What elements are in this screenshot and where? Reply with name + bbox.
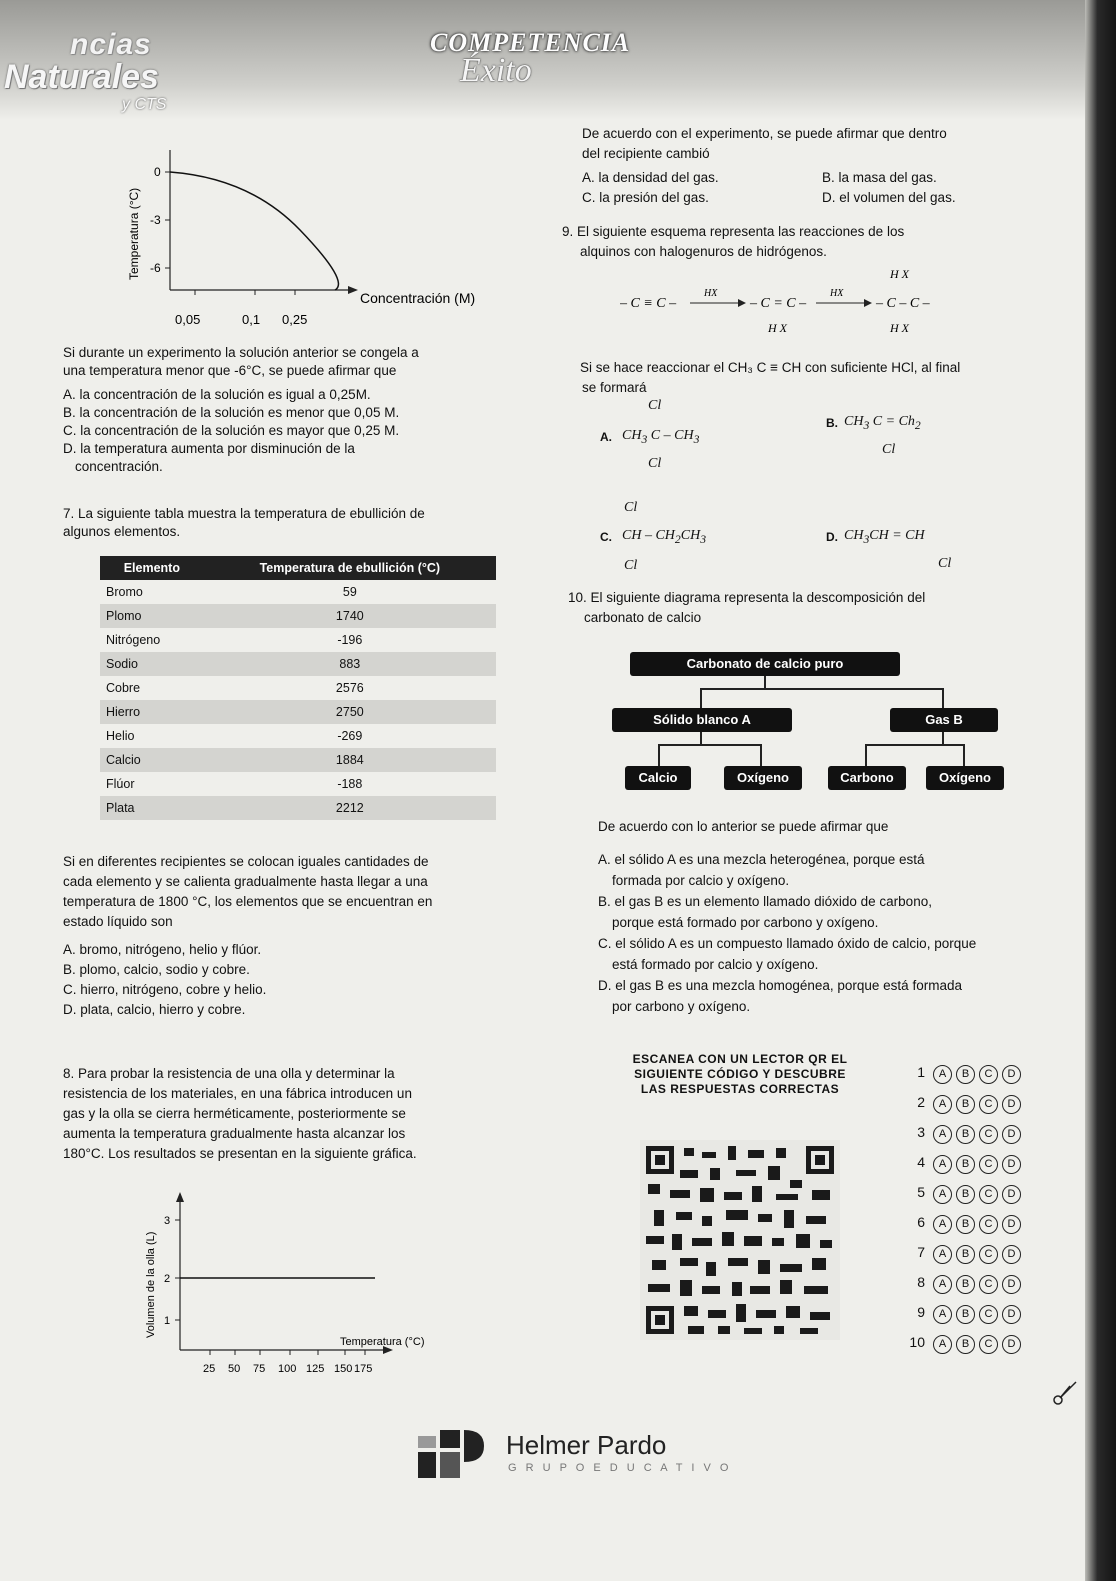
q9-question-line: se formará [582,380,647,395]
answer-number: 9 [917,1304,925,1320]
formula-bottom: Cl [624,558,638,573]
answer-bubble[interactable]: D [1002,1185,1021,1204]
q9-option-c [600,488,740,580]
answer-bubble[interactable]: B [956,1185,975,1204]
alkene-structure: – C = C – [750,296,807,311]
element-cell: Nitrógeno [106,633,161,647]
element-cell: Hierro [100,700,204,724]
question-9 [562,222,1062,262]
table-row [100,796,496,820]
answer-bubble[interactable]: A [933,1155,952,1174]
table-header: Temperatura de ebullición (°C) [204,556,496,580]
q9-question-line: Si se hace reaccionar el CH₃ C ≡ CH con suficiente HCl, al final [580,360,961,375]
answer-bubble[interactable]: D [1002,1215,1021,1234]
q7-paragraph: temperatura de 1800 °C, los elementos que se encuentran en [63,894,433,909]
q8-option-d: D. el volumen del gas. [822,190,956,205]
formula-top: Cl [624,500,638,515]
q10-options [598,816,1068,1017]
answer-bubble[interactable]: D [1002,1335,1021,1354]
x-tick-labels [203,1350,372,1375]
connector [700,732,702,744]
x-tick-label: 75 [253,1363,266,1375]
y-tick-label: 0 [154,165,161,179]
answer-number: 8 [917,1274,925,1290]
qr-code[interactable] [640,1140,840,1340]
y-axis-arrow [176,1192,184,1202]
q10-option-c: C. el sólido A es un compuesto llamado óxido de calcio, porque [598,936,977,951]
qr-line: SIGUIENTE CÓDIGO Y DESCUBRE [634,1067,846,1081]
table-row [100,676,496,700]
option-label: A. [600,430,612,444]
temperature-cell: 2212 [204,796,496,820]
x-tick-label: 125 [306,1363,325,1375]
q6-stem: una temperatura menor que -6°C, se puede afirmar que [63,363,397,378]
q10-lead: De acuerdo con lo anterior se puede afirmar que [598,819,889,834]
answer-bubble[interactable]: C [979,1125,998,1144]
x-tick-label: 0,25 [282,312,308,327]
answer-bubble[interactable]: D [1002,1275,1021,1294]
q6-option-d: D. la temperatura aumenta por disminución de la [63,441,355,456]
answer-row [905,1334,1021,1362]
reaction-arrow-head [738,299,746,307]
option-label: B. [826,416,838,430]
answer-bubble[interactable]: A [933,1275,952,1294]
alkane-structure: – C – C – [876,296,930,311]
y-tick-label: -3 [150,213,161,227]
q10-option-a-cont: formada por calcio y oxígeno. [612,873,790,888]
q8-option-b: B. la masa del gas. [822,170,937,185]
q8-stem: del recipiente cambió [582,146,710,161]
x-tick-label: 0,05 [175,312,201,327]
alkene-substituents: H X [768,321,787,335]
answer-bubble[interactable]: D [1002,1125,1021,1144]
question-7-stem [63,505,543,541]
table-row [100,700,496,724]
answer-bubble[interactable]: A [933,1095,952,1114]
q8-options-row [582,188,1062,208]
temperature-cell: -269 [337,729,363,743]
element-cell: Plomo [100,604,204,628]
temperature-cell: 1884 [204,748,496,772]
answer-bubble[interactable]: C [979,1215,998,1234]
answer-bubble[interactable]: C [979,1095,998,1114]
answer-bubble[interactable]: A [933,1305,952,1324]
q9-stem: alquinos con halogenuros de hidrógenos. [580,244,827,259]
answer-bubble[interactable]: B [956,1155,975,1174]
x-axis-label: Concentración (M) [360,290,476,306]
q6-option-d-cont: concentración. [75,459,163,474]
q8-stem: gas y la olla se cierra herméticamente, posteriormente se [63,1106,406,1121]
alkyne-reaction-scheme [620,262,980,342]
answer-bubble[interactable]: C [979,1155,998,1174]
node-carbonato: Carbonato de calcio puro [630,652,900,676]
volume-temperature-graph [140,1190,440,1390]
q7-paragraph: estado líquido son [63,914,173,929]
connector [942,732,944,744]
q9-question [580,358,1070,398]
answer-row [905,1274,1021,1302]
formula-bottom: Cl [938,556,952,571]
x-tick-label: 175 [354,1363,373,1375]
x-tick-label: 150 [334,1363,353,1375]
connector [942,688,944,708]
answer-number: 2 [917,1094,925,1110]
answer-bubble[interactable]: D [1002,1245,1021,1264]
option-label: C. [600,530,612,544]
connector [700,688,702,708]
x-axis-arrow [348,286,358,294]
node-oxigeno-1: Oxígeno [724,766,802,790]
connector [700,688,944,690]
answer-bubble[interactable]: B [956,1065,975,1084]
table-row [100,652,496,676]
table-row [100,580,496,604]
brand-line-3: y CTS [122,96,167,113]
q8-stem: 8. Para probar la resistencia de una olla y determinar la [63,1066,395,1081]
q8-stem: aumenta la temperatura gradualmente hasta alcanzar los [63,1126,406,1141]
y-tick-label: 1 [164,1315,171,1327]
y-axis-label: Volumen de la olla (L) [145,1231,157,1338]
formula-bottom: Cl [648,456,662,471]
answer-row [905,1064,1021,1092]
element-cell: Helio [106,729,135,743]
q7-stem: algunos elementos. [63,524,181,539]
q7-option-d: D. plata, calcio, hierro y cobre. [63,1002,246,1017]
answer-row [905,1094,1021,1122]
temperature-cell: -196 [337,633,363,647]
q6-option-c: C. la concentración de la solución es mayor que 0,25 M. [63,423,400,438]
answer-row [905,1154,1021,1182]
q10-option-a: A. el sólido A es una mezcla heterogénea, porque está [598,852,925,867]
q8-options-row [582,168,1062,188]
scissors-icon [1050,1378,1080,1408]
formula-main: $CH_3$ C – $CH_3$ [622,428,700,446]
q7-paragraph: cada elemento y se calienta gradualmente hasta llegar a una [63,874,428,889]
connector [764,676,766,688]
question-10 [568,588,1068,628]
temperature-cell: 2750 [204,700,496,724]
answer-bubble[interactable]: B [956,1335,975,1354]
formula-main: CH – $CH_2CH_3$ [622,528,707,546]
node-solido-a: Sólido blanco A [612,708,792,732]
answer-bubble[interactable]: B [956,1215,975,1234]
answer-number: 3 [917,1124,925,1140]
table-header-row [100,556,496,580]
footer-subtitle: G R U P O E D U C A T I V O [508,1462,732,1474]
temperature-cell: 1740 [204,604,496,628]
answer-row [905,1184,1021,1212]
q6-option-a: A. la concentración de la solución es igual a 0,25M. [63,387,371,402]
element-cell: Cobre [106,681,141,695]
q9-option-b [826,398,966,478]
answer-bubble[interactable]: B [956,1245,975,1264]
answer-number: 1 [917,1064,925,1080]
table-row [100,748,496,772]
q7-option-a: A. bromo, nitrógeno, helio y flúor. [63,942,262,957]
answer-number: 4 [917,1154,925,1170]
node-carbono: Carbono [828,766,906,790]
q6-stem: Si durante un experimento la solución anterior se congela a [63,345,419,360]
answer-bubble[interactable]: A [933,1245,952,1264]
x-axis-label: Temperatura (°C) [340,1336,425,1348]
q10-option-d: D. el gas B es una mezcla homogénea, porque está formada [598,978,962,993]
q10-option-b-cont: porque está formado por carbono y oxígeno. [612,915,879,930]
node-gas-b: Gas B [890,708,998,732]
answer-row [905,1244,1021,1272]
alkane-top-substituents: H X [890,267,909,281]
temperature-concentration-graph [110,140,490,335]
question-6 [63,344,543,476]
x-tick-label: 100 [278,1363,297,1375]
reagent-label: HX [830,288,844,299]
element-cell: Calcio [100,748,204,772]
boiling-point-table [100,556,496,820]
q10-option-b: B. el gas B es un elemento llamado dióxido de carbono, [598,894,932,909]
helmer-pardo-logo-icon [418,1428,488,1480]
answer-bubble[interactable]: C [979,1065,998,1084]
answer-row [905,1124,1021,1152]
answer-number: 10 [909,1334,925,1350]
answer-bubble[interactable]: D [1002,1095,1021,1114]
element-cell: Plata [100,796,204,820]
answer-bubble[interactable]: B [956,1275,975,1294]
brand-line-1: ncias [70,28,152,61]
question-8-continued [582,124,1062,208]
y-tick-label: 2 [164,1273,171,1285]
q8-option-c: C. la presión del gas. [582,190,709,205]
answer-bubble[interactable]: C [979,1185,998,1204]
temperature-cell: 59 [342,585,357,599]
page-edge-shadow [1085,0,1116,1581]
node-calcio: Calcio [625,766,691,790]
answer-number: 5 [917,1184,925,1200]
option-label: D. [826,530,838,544]
connector [963,744,965,766]
table-header: Elemento [100,556,204,580]
answer-bubble[interactable]: B [956,1095,975,1114]
answer-bubble[interactable]: C [979,1305,998,1324]
reagent-label: HX [704,288,718,299]
connector [865,744,965,746]
y-tick-label: -6 [150,261,161,275]
answer-bubble[interactable]: A [933,1335,952,1354]
connector [865,744,867,766]
answer-bubble[interactable]: D [1002,1065,1021,1084]
answer-bubble[interactable]: B [956,1125,975,1144]
answer-row [905,1304,1021,1332]
answer-number: 7 [917,1244,925,1260]
answer-bubble[interactable]: A [933,1215,952,1234]
question-8 [63,1064,563,1164]
x-tick-label: 0,1 [242,312,261,327]
alkane-bottom-substituents: H X [890,321,909,335]
footer-name: Helmer Pardo [506,1430,667,1460]
answer-bubble[interactable]: D [1002,1155,1021,1174]
connector [760,744,762,766]
table-row [100,772,496,796]
element-cell: Flúor [106,777,135,791]
q9-stem: 9. El siguiente esquema representa las reacciones de los [562,224,905,239]
competencia-banner: COMPETENCIA [430,28,631,57]
q9-option-d [826,488,986,580]
table-row [100,604,496,628]
q8-stem: 180°C. Los resultados se presentan en la siguiente gráfica. [63,1146,417,1161]
q7-option-c: C. hierro, nitrógeno, cobre y helio. [63,982,267,997]
answer-number: 6 [917,1214,925,1230]
node-oxigeno-2: Oxígeno [926,766,1004,790]
formula-main: $CH_3$ $C = Ch_2$ [844,414,921,432]
exito-logo: Éxito [460,52,532,89]
q8-option-a: A. la densidad del gas. [582,170,719,185]
temperature-cell: -188 [337,777,363,791]
q6-option-b: B. la concentración de la solución es menor que 0,05 M. [63,405,400,420]
answer-bubble[interactable]: A [933,1065,952,1084]
formula-top: Cl [648,398,662,413]
element-cell: Bromo [106,585,143,599]
x-tick-label: 50 [228,1363,241,1375]
answer-bubble[interactable]: A [933,1185,952,1204]
qr-line: ESCANEA CON UN LECTOR QR EL [632,1052,848,1066]
answer-bubble[interactable]: C [979,1335,998,1354]
q8-stem: resistencia de los materiales, en una fábrica introducen un [63,1086,412,1101]
formula-main: $CH_3CH$ = CH [844,528,925,546]
q8-stem: De acuerdo con el experimento, se puede afirmar que dentro [582,126,947,141]
question-7-body [63,852,543,1020]
q10-stem: 10. El siguiente diagrama representa la descomposición del [568,590,926,605]
reaction-arrow-head [864,299,872,307]
q10-option-c-cont: está formado por calcio y oxígeno. [612,957,819,972]
q7-stem: 7. La siguiente tabla muestra la temperatura de ebullición de [63,506,425,521]
answer-row [905,1214,1021,1242]
table-row [100,724,496,748]
temperature-curve [170,172,338,290]
q9-option-a [600,398,740,478]
answer-bubble[interactable]: C [979,1245,998,1264]
q10-option-d-cont: por carbono y oxígeno. [612,999,751,1014]
temperature-cell: 883 [204,652,496,676]
answer-bubble[interactable]: A [933,1125,952,1144]
formula-bottom: Cl [882,442,896,457]
x-tick-label: 25 [203,1363,216,1375]
alkyne-structure: – C ≡ C – [620,296,677,311]
temperature-cell: 2576 [335,681,364,695]
table-row [100,628,496,652]
connector [658,744,660,766]
y-axis-label: Temperatura (°C) [127,187,141,280]
y-tick-label: 3 [164,1215,171,1227]
connector [658,744,762,746]
q10-stem: carbonato de calcio [584,610,702,625]
answer-bubble[interactable]: B [956,1305,975,1324]
answer-bubble[interactable]: D [1002,1305,1021,1324]
qr-line: LAS RESPUESTAS CORRECTAS [640,1082,840,1096]
element-cell: Sodio [100,652,204,676]
q7-paragraph: Si en diferentes recipientes se colocan iguales cantidades de [63,854,429,869]
answer-bubble[interactable]: C [979,1275,998,1294]
brand-line-2: Naturales [4,58,159,96]
q7-option-b: B. plomo, calcio, sodio y cobre. [63,962,250,977]
qr-instructions [620,1052,860,1097]
